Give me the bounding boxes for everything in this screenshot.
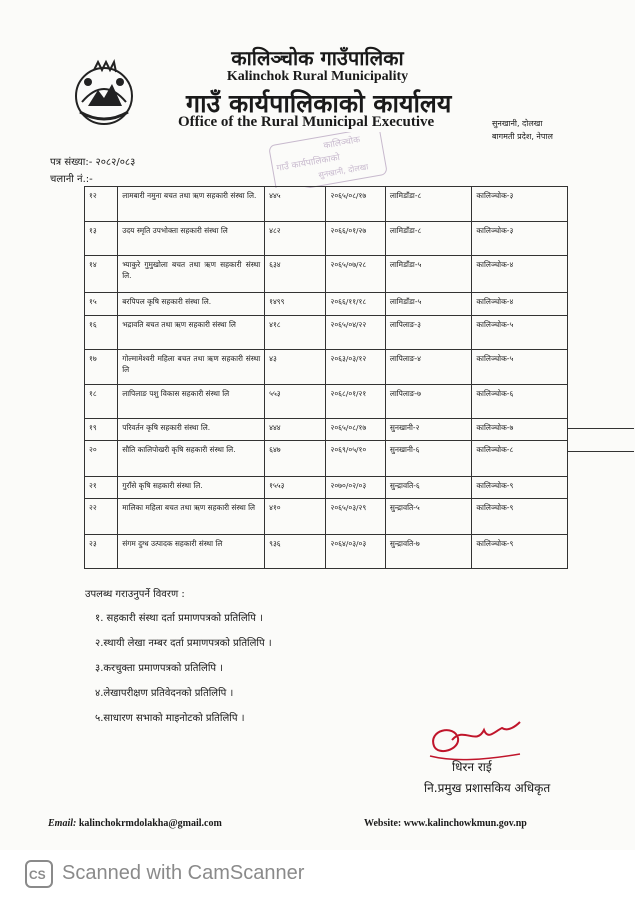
email-label: Email: xyxy=(48,818,77,829)
cell-date: २०६५/०८/१७ xyxy=(326,187,385,222)
cell-name: उदय स्मृति उपभोक्ता सहकारी संस्था लि xyxy=(118,222,265,256)
address-line-1: सुनखानी, दोलखा xyxy=(492,119,543,128)
cell-share: ६४७ xyxy=(265,441,326,477)
cell-ward: कालिञ्चोक-४ xyxy=(472,293,568,316)
website-label: Website: xyxy=(364,818,402,829)
table-row xyxy=(85,441,568,477)
cell-place: लापिलाङ-३ xyxy=(385,316,472,350)
cell-date: २०६६/११/१८ xyxy=(326,293,385,316)
table-extension-line xyxy=(568,428,634,429)
cell-place: सुनखानी-६ xyxy=(385,441,472,477)
cell-name: मालिका महिला बचत तथा ऋण सहकारी संस्था लि xyxy=(118,499,265,535)
cell-ward: कालिञ्चोक-९ xyxy=(472,535,568,569)
stamp-line-1: कालिञ्चोक xyxy=(322,135,361,152)
table-row xyxy=(85,477,568,499)
cell-ward: कालिञ्चोक-३ xyxy=(472,222,568,256)
cell-sn: १५ xyxy=(85,293,118,316)
cell-share: ४४४ xyxy=(265,419,326,441)
cell-date: २०६५/०४/२२ xyxy=(326,316,385,350)
cell-share: ४१८ xyxy=(265,316,326,350)
cell-ward: कालिञ्चोक-९ xyxy=(472,477,568,499)
requirement-item: ३.करचुक्ता प्रमाणपत्रको प्रतिलिपि । xyxy=(95,663,224,674)
cell-sn: २१ xyxy=(85,477,118,499)
municipality-name-np: कालिञ्चोक गाउँपालिका xyxy=(231,46,404,70)
cell-ward: कालिञ्चोक-५ xyxy=(472,316,568,350)
cell-share: १५५३ xyxy=(265,477,326,499)
cell-place: सुनखानी-२ xyxy=(385,419,472,441)
municipality-name-en: Kalinchok Rural Municipality xyxy=(226,69,409,84)
cell-sn: १४ xyxy=(85,256,118,293)
cell-name: बरपिपल कृषि सहकारी संस्था लि. xyxy=(118,293,265,316)
cell-share: ४३ xyxy=(265,350,326,385)
footer-website xyxy=(364,818,527,829)
cell-date: २०६५/०७/२८ xyxy=(326,256,385,293)
email-address[interactable]: kalinchokrmdolakha@gmail.com xyxy=(78,818,222,829)
office-stamp xyxy=(268,132,388,188)
cell-date: २०६६/०१/२७ xyxy=(326,222,385,256)
requirements-title: उपलब्ध गराउनुपर्ने विवरण : xyxy=(85,589,185,600)
dispatch-number: चलानी नं.:- xyxy=(50,174,93,185)
cell-ward: कालिञ्चोक-३ xyxy=(472,187,568,222)
table-row xyxy=(85,293,568,316)
cell-share: ९३६ xyxy=(265,535,326,569)
cell-place: लामिडाँडा-८ xyxy=(385,187,472,222)
cell-place: सुन्द्रावति-६ xyxy=(385,477,472,499)
cell-date: २०६५/०३/२९ xyxy=(326,499,385,535)
cell-place: लामिडाँडा-५ xyxy=(385,256,472,293)
cell-share: ४१० xyxy=(265,499,326,535)
signatory-title: नि.प्रमुख प्रशासकिय अधिकृत xyxy=(424,781,551,795)
cell-name: भ्याकुरे गुमुखोला बचत तथा ऋण सहकारी संस्था लि. xyxy=(118,256,265,293)
cell-share: ४४५ xyxy=(265,187,326,222)
cell-date: २०६५/०८/१७ xyxy=(326,419,385,441)
cell-sn: २३ xyxy=(85,535,118,569)
cell-name: सौति कालिपोखरी कृषि सहकारी संस्था लि. xyxy=(118,441,265,477)
table-row xyxy=(85,222,568,256)
table-row xyxy=(85,385,568,419)
cell-name: परिवर्तन कृषि सहकारी संस्था लि. xyxy=(118,419,265,441)
requirement-item: १. सहकारी संस्था दर्ता प्रमाणपत्रको प्रतिलिपि । xyxy=(95,613,263,624)
cell-sn: १८ xyxy=(85,385,118,419)
cell-ward: कालिञ्चोक-६ xyxy=(472,385,568,419)
cell-name: लापिलाङ पशु विकास सहकारी संस्था लि xyxy=(118,385,265,419)
table-row xyxy=(85,419,568,441)
cell-sn: १६ xyxy=(85,316,118,350)
table-row xyxy=(85,535,568,569)
cell-date: २०६९/०५/१० xyxy=(326,441,385,477)
cell-name: लामबारी नमुना बचत तथा ऋण सहकारी संस्था लि. xyxy=(118,187,265,222)
cell-name: संगम दुग्ध उत्पादक सहकारी संस्था लि xyxy=(118,535,265,569)
cell-ward: कालिञ्चोक-९ xyxy=(472,499,568,535)
cell-place: लापिलाङ-७ xyxy=(385,385,472,419)
reference-number: पत्र संख्या:- २०८२/०८३ xyxy=(50,157,136,168)
table-row xyxy=(85,316,568,350)
cell-ward: कालिञ्चोक-५ xyxy=(472,350,568,385)
cell-sn: १२ xyxy=(85,187,118,222)
cell-place: सुन्द्रावति-७ xyxy=(385,535,472,569)
svg-text:CS: CS xyxy=(29,868,46,882)
office-name-np: गाउँ कार्यपालिकाको कार्यालय xyxy=(186,89,452,118)
requirement-item: ५.साधारण सभाको माइनोटको प्रतिलिपि । xyxy=(95,713,245,724)
cell-name: भद्रावति बचत तथा ऋण सहकारी संस्था लि xyxy=(118,316,265,350)
table-row xyxy=(85,499,568,535)
cell-share: ५५३ xyxy=(265,385,326,419)
footer-email xyxy=(48,818,222,829)
requirement-item: ४.लेखापरीक्षण प्रतिवेदनको प्रतिलिपि । xyxy=(95,688,234,699)
cell-ward: कालिञ्चोक-८ xyxy=(472,441,568,477)
cell-ward: कालिञ्चोक-७ xyxy=(472,419,568,441)
cell-ward: कालिञ्चोक-४ xyxy=(472,256,568,293)
website-url[interactable]: www.kalinchowkmun.gov.np xyxy=(403,818,527,829)
table-row xyxy=(85,187,568,222)
cooperative-table xyxy=(84,186,568,569)
cell-name: गोल्मामेश्वरी महिला बचत तथा ऋण सहकारी संस्था लि xyxy=(118,350,265,385)
table-row xyxy=(85,256,568,293)
cell-share: ४८२ xyxy=(265,222,326,256)
scanner-watermark-text: Scanned with CamScanner xyxy=(62,862,305,884)
cell-sn: १९ xyxy=(85,419,118,441)
cell-place: लापिलाङ-४ xyxy=(385,350,472,385)
camscanner-logo-icon xyxy=(25,860,53,888)
office-name-en: Office of the Rural Municipal Executive xyxy=(178,114,435,130)
cell-place: लामिडाँडा-५ xyxy=(385,293,472,316)
address-line-2: बागमती प्रदेश, नेपाल xyxy=(492,132,553,141)
cell-place: सुन्द्रावति-५ xyxy=(385,499,472,535)
cell-name: गुराँसे कृषि सहकारी संस्था लि. xyxy=(118,477,265,499)
cell-sn: २२ xyxy=(85,499,118,535)
stamp-line-3: सुनखानी, दोलखा xyxy=(317,162,369,180)
cell-date: २०६८/०१/२१ xyxy=(326,385,385,419)
cell-place: लामिडाँडा-८ xyxy=(385,222,472,256)
cell-date: २०६४/०३/०३ xyxy=(326,535,385,569)
cell-sn: १७ xyxy=(85,350,118,385)
cell-date: २०७०/०२/०३ xyxy=(326,477,385,499)
cell-sn: २० xyxy=(85,441,118,477)
requirement-item: २.स्थायी लेखा नम्बर दर्ता प्रमाणपत्रको प्रतिलिपि । xyxy=(95,638,272,649)
table-row xyxy=(85,350,568,385)
cell-sn: १३ xyxy=(85,222,118,256)
cell-share: १४९९ xyxy=(265,293,326,316)
signatory-name: धिरन राई xyxy=(452,760,492,774)
cell-share: ६३४ xyxy=(265,256,326,293)
stamp-line-2: गाउँ कार्यपालिकाको xyxy=(275,152,341,174)
table-extension-line xyxy=(568,451,634,452)
cell-date: २०६३/०३/१२ xyxy=(326,350,385,385)
